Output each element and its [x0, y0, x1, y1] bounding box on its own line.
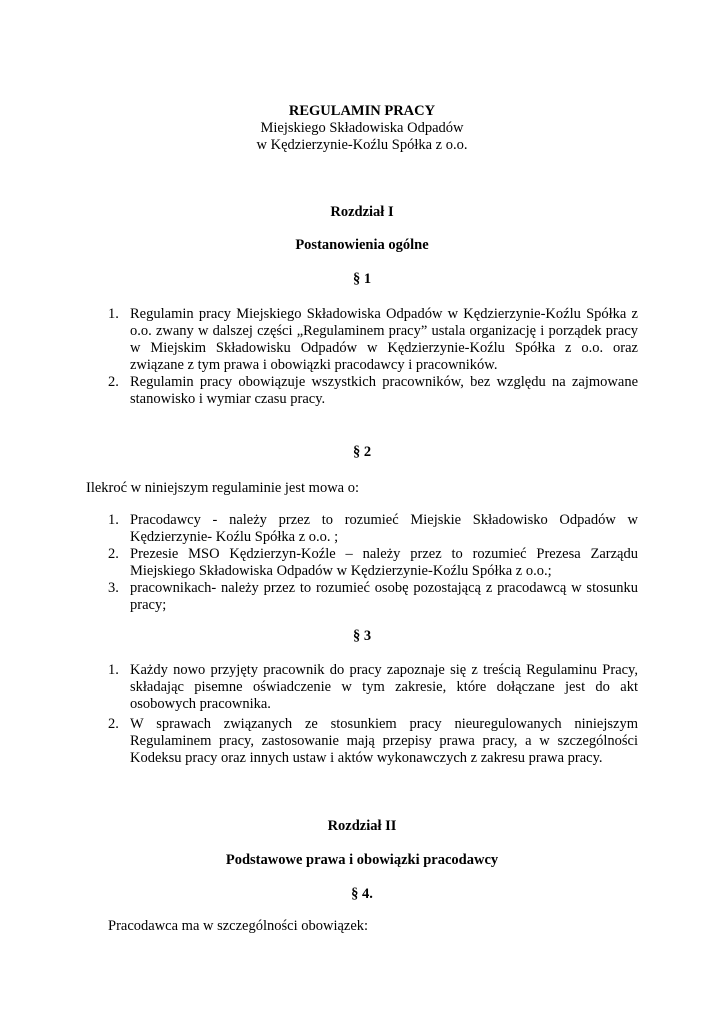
list-item-number: 1.	[108, 662, 119, 678]
list-item-text: pracownikach- należy przez to rozumieć osobę pozostającą z pracodawcą w stosunku pracy;	[130, 580, 638, 613]
document-title: REGULAMIN PRACY	[288, 103, 436, 119]
list-item	[108, 580, 638, 614]
list-item-number: 2.	[108, 546, 119, 562]
list-item-text: Prezesie MSO Kędzierzyn-Koźle – należy przez to rozumieć Prezesa Zarządu Miejskiego Składowiska Odpadów w Kędzierzynie-Koźlu Spółka z o.o.;	[130, 546, 638, 579]
section-2-mark: § 2	[352, 444, 372, 460]
section-1-mark: § 1	[352, 271, 372, 287]
list-item-number: 1.	[108, 512, 119, 528]
section-2-intro: Ilekroć w niniejszym regulaminie jest mowa o:	[86, 480, 360, 496]
document-subtitle-line2: w Kędzierzynie-Koźlu Spółka z o.o.	[256, 137, 468, 153]
list-item	[108, 374, 638, 408]
list-item-text: Regulamin pracy Miejskiego Składowiska Odpadów w Kędzierzynie-Koźlu Spółka z o.o. zwany w dalszej części „Regulaminem pracy” ustala organizację i porządek pracy w Miejskim Składowisku Odpadów w Kędzierzynie-Koźlu Spółka z o.o. oraz związane z tym prawa i obowiązki pracodawcy i pracowników.	[130, 306, 638, 373]
list-item-text: Każdy nowo przyjęty pracownik do pracy zapoznaje się z treścią Regulaminu Pracy, składając pisemne oświadczenie w tym zakresie, które dołączane jest do akt osobowych pracownika.	[130, 662, 638, 712]
chapter1-heading: Rozdział I	[330, 204, 394, 220]
section-4-intro: Pracodawca ma w szczególności obowiązek:	[108, 918, 369, 934]
chapter1-subheading: Postanowienia ogólne	[295, 237, 429, 253]
list-item-number: 1.	[108, 306, 119, 322]
list-item-number: 2.	[108, 716, 119, 732]
list-item	[108, 512, 638, 546]
list-item-number: 2.	[108, 374, 119, 390]
list-item	[108, 716, 638, 767]
list-item	[108, 546, 638, 580]
list-item-text: W sprawach związanych ze stosunkiem pracy nieuregulowanych niniejszym Regulaminem pracy, zastosowanie mają przepisy prawa pracy, a w szczególności Kodeksu pracy oraz innych ustaw i aktów wykonawczych z zakresu prawa pracy.	[130, 716, 638, 766]
list-item-text: Regulamin pracy obowiązuje wszystkich pracowników, bez względu na zajmowane stanowisko i wymiar czasu pracy.	[130, 374, 638, 407]
document-subtitle-line1: Miejskiego Składowiska Odpadów	[260, 120, 464, 136]
list-item-text: Pracodawcy - należy przez to rozumieć Miejskie Składowisko Odpadów w Kędzierzynie- Koźlu Spółka z o.o. ;	[130, 512, 638, 545]
list-item	[108, 306, 638, 374]
list-item-number: 3.	[108, 580, 119, 596]
chapter2-heading: Rozdział II	[327, 818, 397, 834]
chapter2-subheading: Podstawowe prawa i obowiązki pracodawcy	[225, 852, 499, 868]
list-item	[108, 662, 638, 713]
section-4-mark: § 4.	[351, 886, 373, 902]
section-3-mark: § 3	[352, 628, 372, 644]
